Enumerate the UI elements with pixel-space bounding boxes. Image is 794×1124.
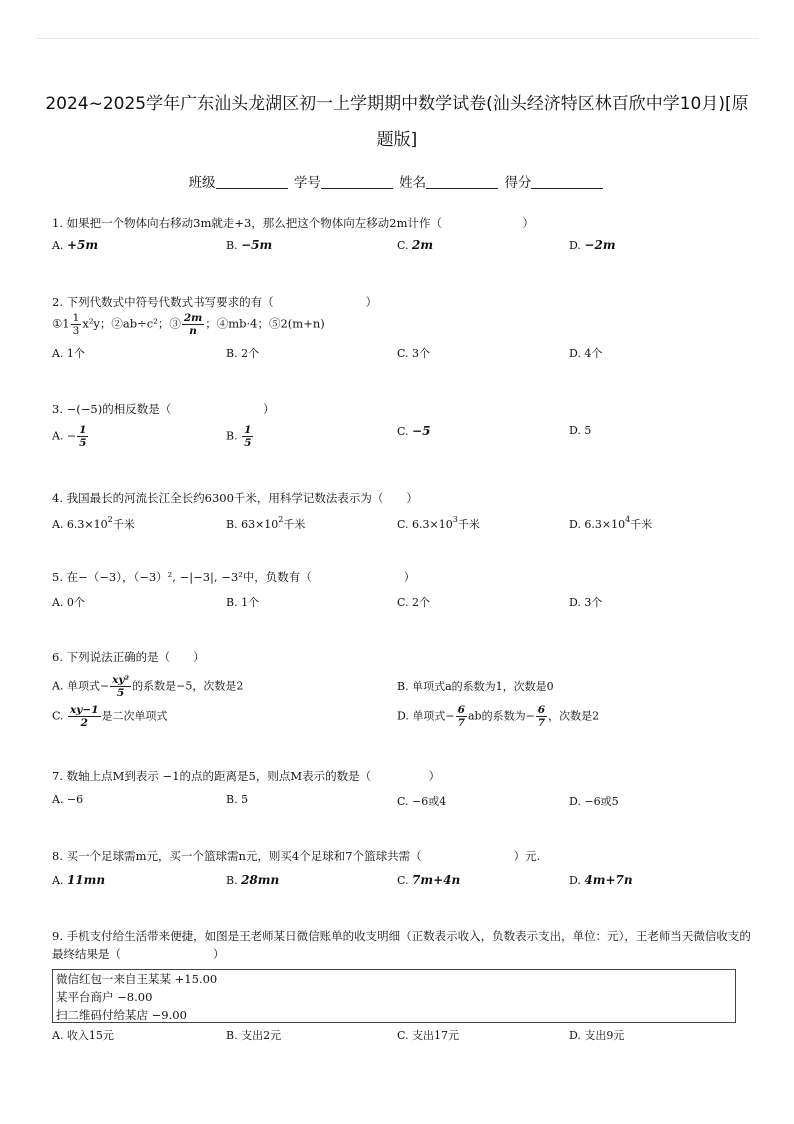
option-b[interactable]: B. $\frac{1}{5}$ (226, 424, 252, 449)
question-stem: 9. 手机支付给生活带来便捷，如图是王老师某日微信账单的收支明细（正数表示收入，负数表示支出，单位：元），王老师当天微信收支的最终结果是（ ） (52, 929, 751, 961)
option-c[interactable]: C. 2个 (397, 596, 431, 609)
wechat-bill-table (52, 969, 736, 1023)
option-d[interactable]: D. 4m+7n (569, 873, 633, 887)
question-9 (52, 927, 754, 963)
question-3 (52, 400, 754, 454)
option-a[interactable]: A. 1个 (52, 347, 85, 360)
option-b[interactable]: B. 单项式a的系数为1，次数是0 (397, 680, 554, 693)
option-d[interactable]: D. $6.3\times 10^4$千米 (569, 515, 653, 531)
option-a[interactable]: A. − $\frac{1}{5}$ (52, 424, 87, 449)
bill-row: 某平台商户 −8.00 (56, 990, 153, 1004)
question-7 (52, 767, 754, 815)
option-a[interactable]: A. 0个 (52, 596, 85, 609)
student-id-blank[interactable] (321, 174, 393, 189)
name-blank[interactable] (426, 174, 498, 189)
question-stem: 6. 下列说法正确的是（ ） (52, 650, 205, 664)
option-a[interactable]: A. 收入15元 (52, 1029, 114, 1042)
option-c[interactable]: C. −5 (397, 424, 431, 438)
option-d[interactable]: D. −6或5 (569, 795, 619, 808)
option-d[interactable]: D. 3个 (569, 596, 603, 609)
option-c[interactable]: C. $6.3\times 10^3$千米 (397, 515, 480, 531)
option-b[interactable]: B. 5 (226, 793, 249, 806)
expression-list: ①1 $\frac{1}{3}$ x²y；②ab÷c²；③ $\frac{2m}{n}$ ；④mb·4；⑤2(m+n) (52, 312, 325, 337)
option-b[interactable]: B. 2个 (226, 347, 260, 360)
question-1 (52, 214, 754, 260)
option-c[interactable]: C. 支出17元 (397, 1029, 460, 1042)
score-label: 得分 (504, 175, 532, 191)
class-label: 班级 (188, 175, 216, 191)
question-stem: 7. 数轴上点M到表示 −1的点的距离是5，则点M表示的数是（ ） (52, 769, 441, 783)
question-stem: 2. 下列代数式中符号代数式书写要求的有（ ） (52, 295, 378, 309)
score-blank[interactable] (531, 174, 603, 189)
option-b[interactable]: B. −5m (226, 238, 273, 252)
student-info-line (0, 171, 794, 191)
question-6 (52, 648, 754, 738)
option-d[interactable]: D. 支出9元 (569, 1029, 625, 1042)
bill-row: 微信红包一来自王某某 +15.00 (56, 972, 218, 986)
option-d[interactable]: D. 4个 (569, 347, 603, 360)
option-b[interactable]: B. $63\times 10^2$千米 (226, 515, 306, 531)
bill-row: 扫二维码付给某店 −9.00 (56, 1008, 187, 1022)
option-c[interactable]: C. 3个 (397, 347, 431, 360)
question-4 (52, 489, 754, 537)
question-stem: 3. −(−5)的相反数是（ ） (52, 402, 275, 416)
question-stem: 1. 如果把一个物体向右移动3m就走+3，那么把这个物体向左移动2m计作（ ） (52, 216, 535, 230)
question-stem: 5. 在−（−3），（−3）², −|−3|, −3²中，负数有（ ） (52, 570, 416, 584)
option-b[interactable]: B. 28mn (226, 873, 280, 887)
option-d[interactable]: D. 5 (569, 424, 592, 437)
question-stem: 8. 买一个足球需m元，买一个篮球需n元，则买4个足球和7个篮球共需（ ）元. (52, 849, 541, 863)
question-9-options (52, 1027, 754, 1049)
option-c[interactable]: C. 2m (397, 238, 434, 252)
option-a[interactable]: A. +5m (52, 238, 99, 252)
option-a[interactable]: A. −6 (52, 793, 84, 806)
question-5 (52, 568, 754, 616)
option-c[interactable]: C. −6或4 (397, 795, 447, 808)
student-id-label: 学号 (293, 175, 321, 191)
option-b[interactable]: B. 1个 (226, 596, 260, 609)
option-c[interactable]: C. 7m+4n (397, 873, 461, 887)
option-d[interactable]: D. −2m (569, 238, 616, 252)
name-label: 姓名 (399, 175, 427, 191)
top-divider (36, 38, 758, 39)
page-title: 2024~2025学年广东汕头龙湖区初一上学期期中数学试卷(汕头经济特区林百欣中学10月)[原题版] (45, 94, 749, 150)
class-blank[interactable] (216, 174, 288, 189)
option-a[interactable]: A. 单项式− $\frac{\text{xy²}}{5}$ 的系数是−5，次数是2 (52, 674, 244, 699)
option-a[interactable]: A. $6.3\times 10^2$千米 (52, 515, 135, 531)
question-stem: 4. 我国最长的河流长江全长约6300千米，用科学记数法表示为（ ） (52, 491, 418, 505)
option-c[interactable]: C. $\frac{xy-1}{2}$ 是二次单项式 (52, 704, 168, 729)
question-8 (52, 847, 754, 895)
option-a[interactable]: A. 11mn (52, 873, 106, 887)
option-d[interactable]: D. 单项式− $\frac{6}{7}$ ab的系数为− $\frac{6}{7}$ ，次数是2 (397, 704, 600, 729)
option-b[interactable]: B. 支出2元 (226, 1029, 282, 1042)
question-2 (52, 293, 754, 367)
